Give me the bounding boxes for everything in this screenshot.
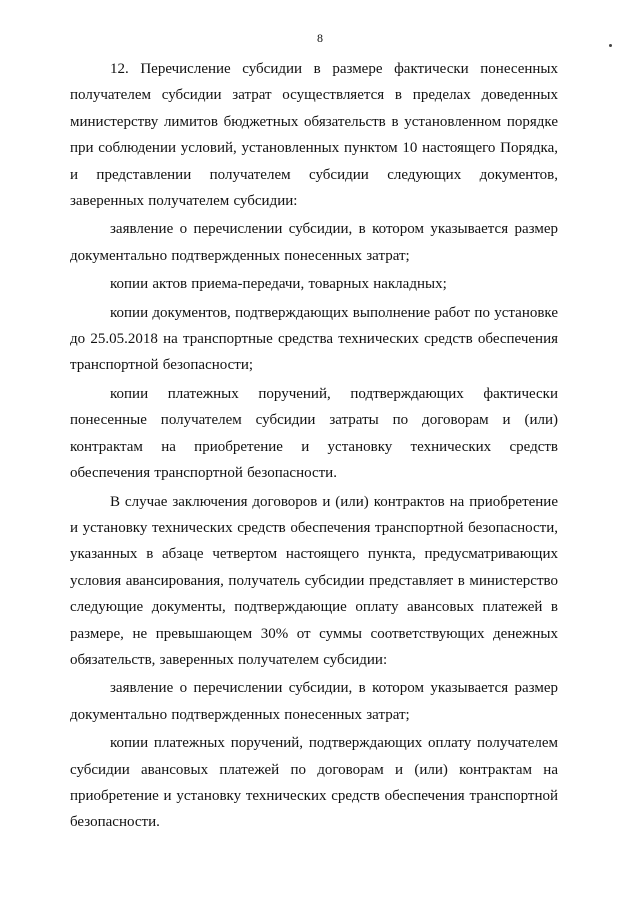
paragraph-clause-12: 12. Перечисление субсидии в размере фактически понесенных получателем субсидии затрат осуществляется в пределах доведенных министерству лимитов бюджетных обязательств в установленном порядке при соблюдении условий, установленных пунктом 10 настоящего Порядка, и представлении получателем субсидии следующих документов, заверенных получателем субсидии: [70,61,558,210]
paragraph-advance-payment-orders: копии платежных поручений, подтверждающих оплату получателем субсидии авансовых платежей по договорам и (или) контрактам на приобретение и установку технических средств обеспечения транспортной безопасности. [70,735,558,831]
document-body [70,56,558,838]
page-number: 8 [317,31,323,45]
paragraph-application: заявление о перечислении субсидии, в котором указывается размер документально подтвержденных понесенных затрат; [70,221,558,264]
scan-speck [609,44,612,47]
paragraph-acts-copies: копии актов приема-передачи, товарных накладных; [110,276,447,293]
paragraph-advance-case: В случае заключения договоров и (или) контрактов на приобретение и установку технических средств обеспечения транспортной безопасности, указанных в абзаце четвертом настоящего пункта, предусматривающих условия авансирования, получатель субсидии представляет в министерство следующие документы, подтверждающие оплату авансовых платежей в размере, не превышающем 30% от суммы соответствующих денежных обязательств, заверенных получателем субсидии: [70,493,558,668]
paragraph-payment-orders: копии платежных поручений, подтверждающих фактически понесенные получателем субсидии затраты по договорам и (или) контрактам на приобретение и установку технических средств обеспечения транспортной безопасности. [70,385,558,482]
paragraph-application-advance: заявление о перечислении субсидии, в котором указывается размер документально подтвержденных понесенных затрат; [70,680,558,723]
paragraph-works-documents: копии документов, подтверждающих выполнение работ по установке до 25.05.2018 на транспортные средства технических средств обеспечения транспортной безопасности; [70,304,558,374]
